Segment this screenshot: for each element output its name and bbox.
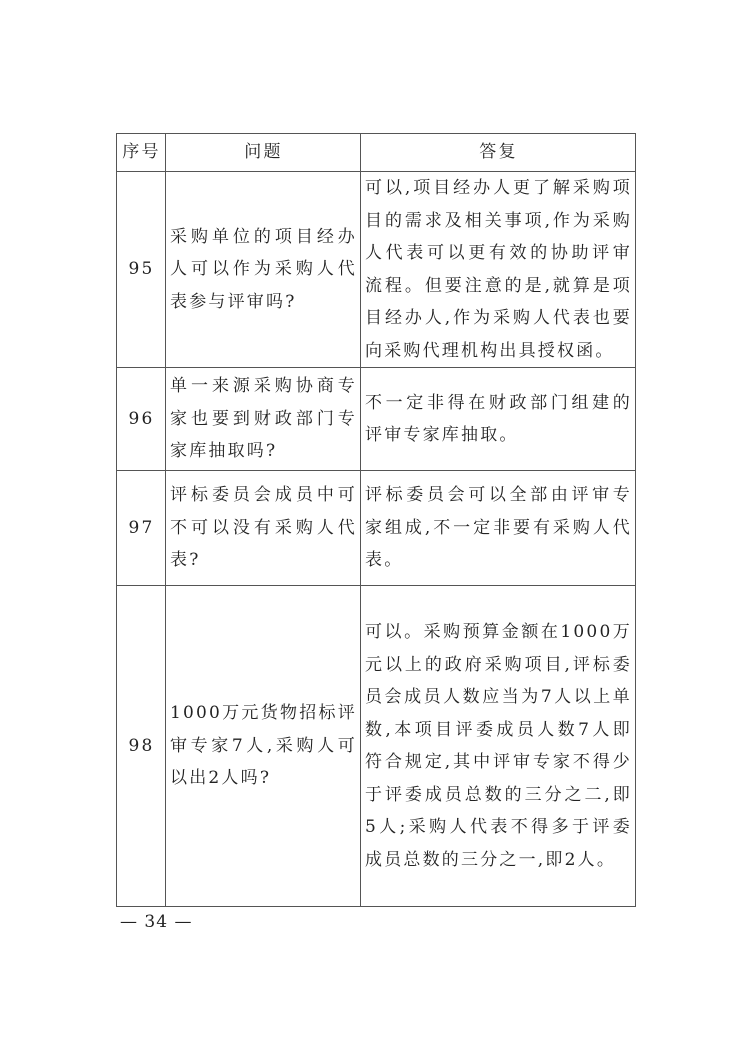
row-question: 1000万元货物招标评审专家7人,采购人可以出2人吗?	[166, 586, 361, 907]
row-answer: 可以,项目经办人更了解采购项目的需求及相关事项,作为采购人代表可以更有效的协助评审流程。但要注意的是,就算是项目经办人,作为采购人代表也要向采购代理机构出具授权函。	[361, 172, 636, 368]
row-number: 96	[117, 368, 166, 471]
table-row	[117, 368, 636, 471]
header-number: 序号	[117, 134, 166, 172]
table-header-row	[117, 134, 636, 172]
header-question: 问题	[166, 134, 361, 172]
row-answer: 可以。采购预算金额在1000万元以上的政府采购项目,评标委员会成员人数应当为7人以上单数,本项目评委成员人数7人即符合规定,其中评审专家不得少于评委成员总数的三分之二,即5人;采购人代表不得多于评委成员总数的三分之一,即2人。	[361, 586, 636, 907]
header-answer: 答复	[361, 134, 636, 172]
qa-table	[116, 133, 636, 907]
row-answer: 不一定非得在财政部门组建的评审专家库抽取。	[361, 368, 636, 471]
table-row	[117, 586, 636, 907]
row-number: 97	[117, 471, 166, 586]
row-question: 采购单位的项目经办人可以作为采购人代表参与评审吗?	[166, 172, 361, 368]
row-number: 98	[117, 586, 166, 907]
page-number: — 34 —	[120, 912, 193, 932]
row-question: 评标委员会成员中可不可以没有采购人代表?	[166, 471, 361, 586]
row-number: 95	[117, 172, 166, 368]
row-question: 单一来源采购协商专家也要到财政部门专家库抽取吗?	[166, 368, 361, 471]
row-answer: 评标委员会可以全部由评审专家组成,不一定非要有采购人代表。	[361, 471, 636, 586]
table-row	[117, 471, 636, 586]
table-row	[117, 172, 636, 368]
